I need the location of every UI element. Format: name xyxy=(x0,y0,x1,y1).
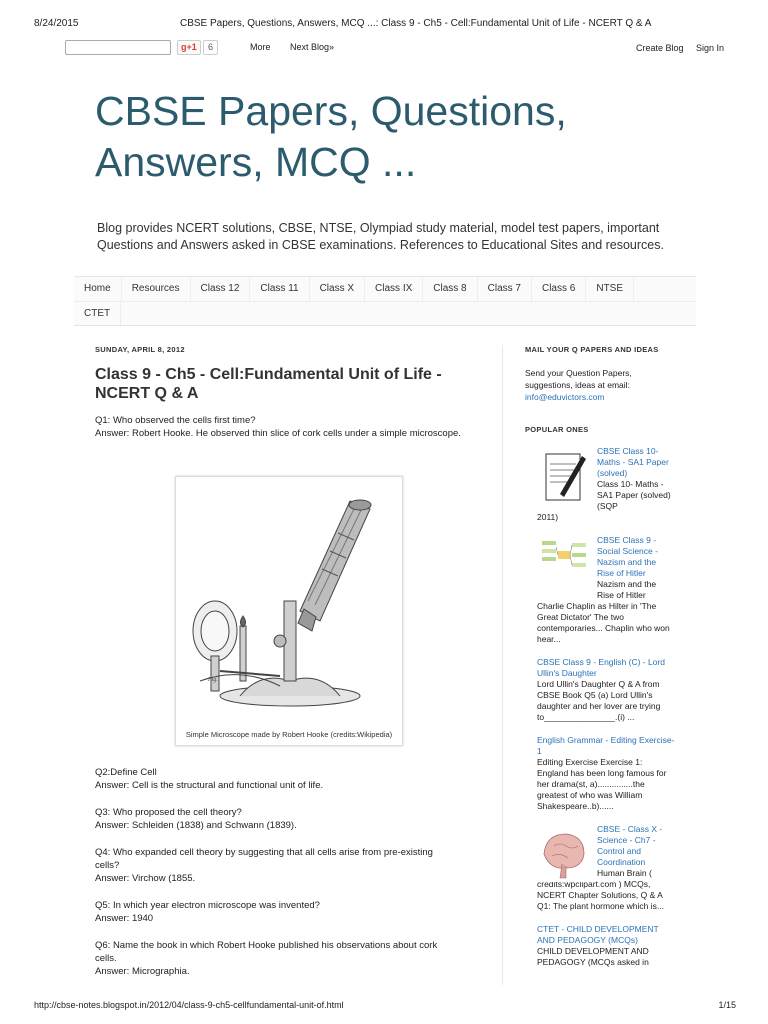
tab-class-12[interactable]: Class 12 xyxy=(191,277,251,301)
microscope-illustration xyxy=(180,481,400,721)
tab-ctet[interactable]: CTET xyxy=(74,302,121,325)
microscope-figure xyxy=(175,476,403,746)
mindmap-thumbnail xyxy=(540,535,588,593)
popular-link[interactable]: English Grammar - Editing Exercise-1 xyxy=(537,735,675,756)
popular-snippet: Nazism and the Rise of Hitler xyxy=(597,579,657,600)
tabs-row-2 xyxy=(74,301,696,325)
tab-home[interactable]: Home xyxy=(74,277,122,301)
question: Q3: Who proposed the cell theory? xyxy=(95,807,242,818)
popular-link[interactable]: CBSE - Class X - Science - Ch7 - Control and Coordination xyxy=(597,824,663,867)
popular-link[interactable]: CBSE Class 10- Maths - SA1 Paper (solved) xyxy=(597,446,669,478)
qa-item xyxy=(95,806,455,832)
popular-snippet-tail: 2011) xyxy=(537,512,559,522)
question-1: Q1: Who observed the cells first time? xyxy=(95,415,256,426)
popular-snippet: Editing Exercise Exercise 1: England has been long famous for her drama(st, a)...............the greatest of who was William Shakespeare..b)...... xyxy=(537,757,667,811)
tab-class-ix[interactable]: Class IX xyxy=(365,277,423,301)
figure-caption: Simple Microscope made by Robert Hooke (credits:Wikipedia) xyxy=(185,730,393,739)
qa-block-1 xyxy=(95,414,495,440)
qa-item xyxy=(95,899,455,925)
navbar-search-input[interactable] xyxy=(65,40,171,55)
popular-snippet: CHILD DEVELOPMENT AND PEDAGOGY (MCQs asked in xyxy=(537,946,649,967)
qa-item xyxy=(95,939,455,978)
svg-text:Fig.: Fig. xyxy=(208,677,218,683)
blog-title[interactable]: CBSE Papers, Questions, Answers, MCQ ... xyxy=(95,88,567,185)
tabs-row-1 xyxy=(74,277,696,301)
popular-item xyxy=(525,735,675,812)
mail-link[interactable]: info@eduvictors.com xyxy=(525,392,605,402)
answer: Answer: Cell is the structural and functional unit of life. xyxy=(95,780,324,791)
popular-link[interactable]: CTET - CHILD DEVELOPMENT AND PEDAGOGY (MCQs) xyxy=(537,924,659,945)
tab-class-7[interactable]: Class 7 xyxy=(478,277,532,301)
answer: Answer: 1940 xyxy=(95,913,154,924)
popular-item xyxy=(525,824,675,912)
popular-item xyxy=(525,657,675,723)
popular-snippet: Class 10- Maths - SA1 Paper (solved) (SQP xyxy=(597,479,671,511)
popular-item xyxy=(525,535,675,645)
post-title[interactable]: Class 9 - Ch5 - Cell:Fundamental Unit of Life - NCERT Q & A xyxy=(95,366,442,402)
popular-snippet-tail: Charlie Chaplin as Hilter in 'The Great Dictator' The two contemporaries... Chaplin who won hear... xyxy=(537,601,670,644)
qa-list xyxy=(95,766,455,992)
blog-post xyxy=(95,345,495,440)
popular-link[interactable]: CBSE Class 9 - English (C) - Lord Ullin's Daughter xyxy=(537,657,666,678)
popular-heading: POPULAR ONES xyxy=(525,425,589,434)
blog-description: Blog provides NCERT solutions, CBSE, NTSE, Olympiad study material, model test papers, important Questions and Answers asked in CBSE examinations. References to Educational Sites and resources. xyxy=(97,221,664,252)
blogger-navbar xyxy=(0,38,768,60)
print-header xyxy=(0,0,768,32)
google-plus-count: 6 xyxy=(203,40,218,55)
question: Q4: Who expanded cell theory by suggesting that all cells arise from pre-existing cells? xyxy=(95,847,433,871)
popular-snippet-tail: credits:wpclipart.com ) MCQs, NCERT Chapter Solutions, Q & A Q1: The plant hormone which is... xyxy=(537,879,664,911)
create-blog-link[interactable]: Create Blog xyxy=(636,43,684,53)
popular-snippet: Lord Ullin's Daughter Q & A from CBSE Book Q5 (a) Lord Ullin's daughter and her lover are trying to_______________.(i) ... xyxy=(537,679,661,722)
popular-link[interactable]: CBSE Class 9 - Social Science - Nazism and the Rise of Hitler xyxy=(597,535,658,578)
qa-item xyxy=(95,766,455,792)
more-link[interactable]: More xyxy=(250,42,271,52)
answer: Answer: Virchow (1855. xyxy=(95,873,196,884)
question: Q2:Define Cell xyxy=(95,767,157,778)
popular-item xyxy=(525,924,675,968)
tab-class-11[interactable]: Class 11 xyxy=(250,277,309,301)
popular-snippet: Human Brain ( xyxy=(597,868,652,878)
print-footer xyxy=(0,1000,768,1024)
print-date: 8/24/2015 xyxy=(34,18,79,29)
qa-item xyxy=(95,846,455,885)
tab-resources[interactable]: Resources xyxy=(122,277,191,301)
test-paper-thumbnail xyxy=(540,446,588,504)
tab-ntse[interactable]: NTSE xyxy=(586,277,634,301)
mail-heading: MAIL YOUR Q PAPERS AND IDEAS xyxy=(525,345,659,354)
question: Q6: Name the book in which Robert Hooke published his observations about cork cells. xyxy=(95,940,438,964)
sidebar xyxy=(525,345,675,968)
tab-class-x[interactable]: Class X xyxy=(310,277,365,301)
popular-item xyxy=(525,446,675,523)
print-page-number: 1/15 xyxy=(718,1000,736,1010)
sign-in-link[interactable]: Sign In xyxy=(696,43,725,53)
answer: Answer: Schleiden (1838) and Schwann (1839). xyxy=(95,820,297,831)
brain-thumbnail xyxy=(540,824,588,882)
tab-class-8[interactable]: Class 8 xyxy=(423,277,477,301)
question: Q5: In which year electron microscope was invented? xyxy=(95,900,320,911)
google-plus-button[interactable]: g+1 xyxy=(177,40,201,55)
post-date: SUNDAY, APRIL 8, 2012 xyxy=(95,345,185,354)
next-blog-link[interactable]: Next Blog» xyxy=(290,42,335,52)
tab-class-6[interactable]: Class 6 xyxy=(532,277,586,301)
mail-text: Send your Question Papers, suggestions, ideas at email: xyxy=(525,368,632,390)
print-url: http://cbse-notes.blogspot.in/2012/04/class-9-ch5-cellfundamental-unit-of.html xyxy=(34,1000,344,1010)
answer-1: Answer: Robert Hooke. He observed thin slice of cork cells under a simple microscope. xyxy=(95,428,461,439)
column-divider xyxy=(502,345,503,985)
answer: Answer: Micrographia. xyxy=(95,966,190,977)
print-page-title: CBSE Papers, Questions, Answers, MCQ ...: Class 9 - Ch5 - Cell:Fundamental Unit of Life - NCERT Q & A xyxy=(180,18,652,29)
page-tabs xyxy=(74,276,696,326)
